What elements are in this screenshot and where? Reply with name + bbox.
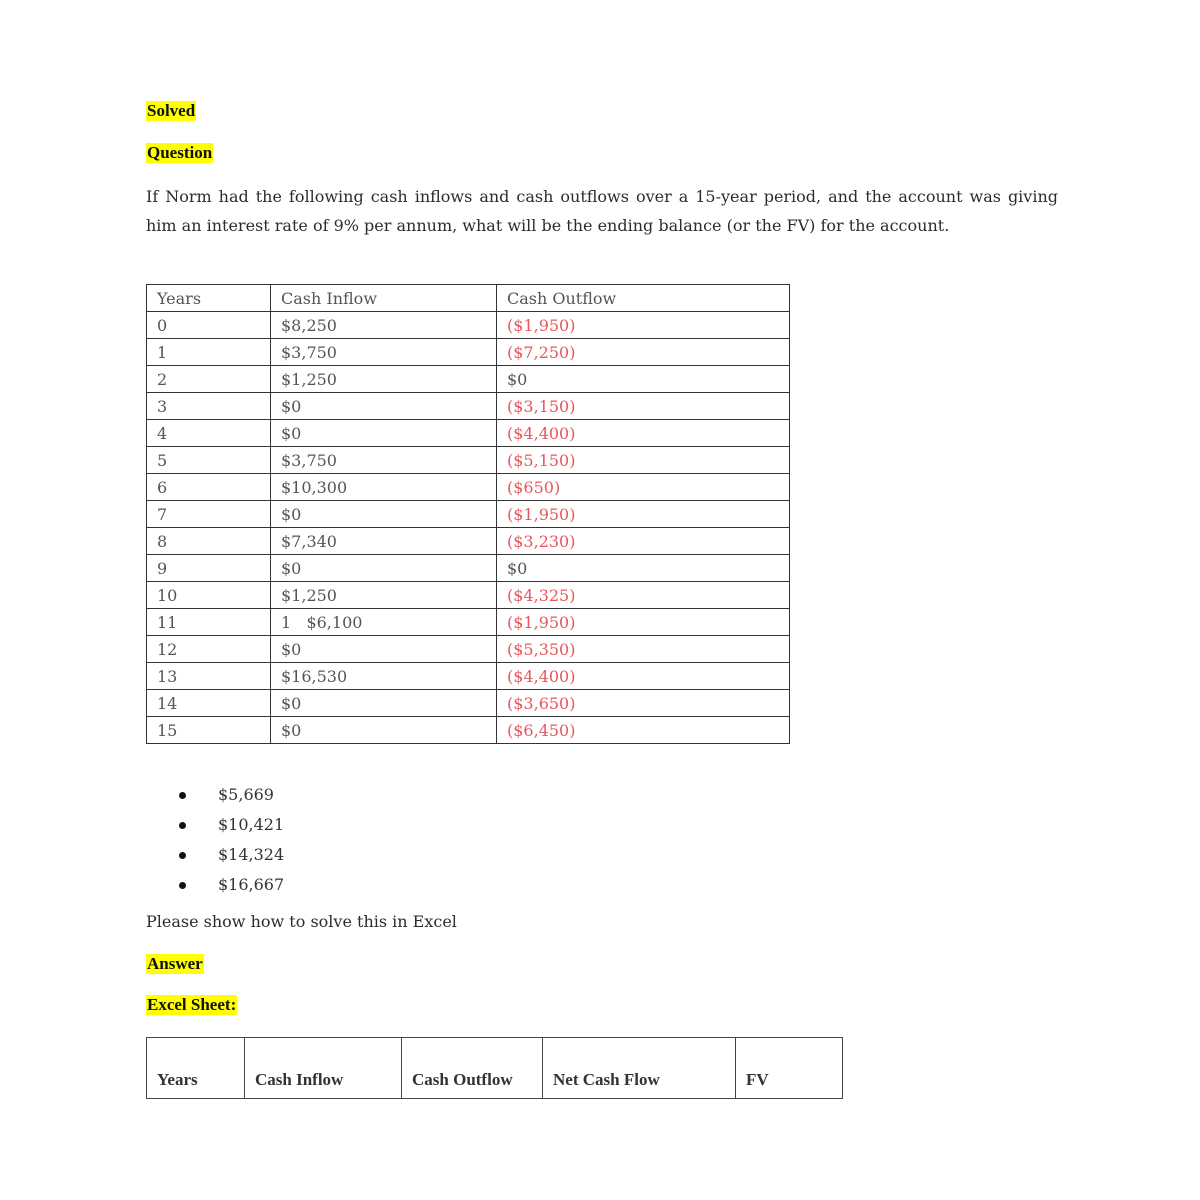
cell-cash-inflow: $0 xyxy=(271,393,497,420)
table-row xyxy=(147,447,790,474)
answer-label: Answer xyxy=(147,954,203,973)
table-row xyxy=(147,717,790,744)
cell-year: 1 xyxy=(147,339,271,366)
table-row xyxy=(147,663,790,690)
cell-cash-inflow: $0 xyxy=(271,717,497,744)
excel-sheet-table xyxy=(146,1037,843,1099)
cell-cash-inflow: $0 xyxy=(271,555,497,582)
cell-cash-outflow: ($3,230) xyxy=(497,528,790,555)
cell-year: 12 xyxy=(147,636,271,663)
option-item xyxy=(146,810,284,840)
cell-cash-outflow: ($5,150) xyxy=(497,447,790,474)
cell-year: 5 xyxy=(147,447,271,474)
cell-year: 3 xyxy=(147,393,271,420)
excel-header-cash-outflow: Cash Outflow xyxy=(402,1038,543,1099)
cell-cash-inflow: $3,750 xyxy=(271,447,497,474)
table-row xyxy=(147,474,790,501)
cell-cash-inflow: $1,250 xyxy=(271,582,497,609)
table-row xyxy=(147,420,790,447)
cell-cash-inflow: $0 xyxy=(271,420,497,447)
instruction-text: Please show how to solve this in Excel xyxy=(146,912,457,931)
table-row xyxy=(147,528,790,555)
bullet-icon xyxy=(179,822,186,829)
cell-cash-outflow: ($7,250) xyxy=(497,339,790,366)
cell-cash-outflow: $0 xyxy=(497,555,790,582)
cell-cash-outflow: ($5,350) xyxy=(497,636,790,663)
excel-header-years: Years xyxy=(147,1038,245,1099)
cell-year: 14 xyxy=(147,690,271,717)
table-row xyxy=(147,366,790,393)
cell-cash-outflow: ($3,150) xyxy=(497,393,790,420)
table-row xyxy=(147,393,790,420)
solved-label: Solved xyxy=(147,101,196,120)
option-text: $16,667 xyxy=(218,875,285,894)
excel-header-net-cash-flow: Net Cash Flow xyxy=(543,1038,736,1099)
cell-cash-inflow: $7,340 xyxy=(271,528,497,555)
cell-year: 2 xyxy=(147,366,271,393)
cell-cash-outflow: ($4,325) xyxy=(497,582,790,609)
option-text: $5,669 xyxy=(218,785,274,804)
option-item xyxy=(146,840,284,870)
cell-cash-outflow: ($650) xyxy=(497,474,790,501)
cell-year: 10 xyxy=(147,582,271,609)
cell-cash-inflow: $0 xyxy=(271,501,497,528)
table-row xyxy=(147,555,790,582)
cell-cash-outflow: ($1,950) xyxy=(497,609,790,636)
cell-cash-inflow: $8,250 xyxy=(271,312,497,339)
cell-cash-outflow: ($1,950) xyxy=(497,501,790,528)
answer-options xyxy=(146,780,284,900)
bullet-icon xyxy=(179,792,186,799)
cell-year: 11 xyxy=(147,609,271,636)
cell-year: 0 xyxy=(147,312,271,339)
cell-cash-outflow: ($4,400) xyxy=(497,663,790,690)
cell-year: 8 xyxy=(147,528,271,555)
cell-year: 7 xyxy=(147,501,271,528)
cell-cash-inflow: $1,250 xyxy=(271,366,497,393)
bullet-icon xyxy=(179,852,186,859)
cell-cash-outflow: ($1,950) xyxy=(497,312,790,339)
table-row xyxy=(147,312,790,339)
table-row xyxy=(147,609,790,636)
table-row xyxy=(147,339,790,366)
cell-year: 4 xyxy=(147,420,271,447)
cell-year: 6 xyxy=(147,474,271,501)
option-item xyxy=(146,870,284,900)
cell-cash-outflow: ($3,650) xyxy=(497,690,790,717)
cell-cash-inflow: $16,530 xyxy=(271,663,497,690)
option-text: $10,421 xyxy=(218,815,285,834)
table-row xyxy=(147,690,790,717)
table-header-row xyxy=(147,285,790,312)
cell-year: 13 xyxy=(147,663,271,690)
question-label: Question xyxy=(147,143,213,162)
excel-header-fv: FV xyxy=(736,1038,843,1099)
header-cash-inflow: Cash Inflow xyxy=(271,285,497,312)
cell-cash-inflow: $0 xyxy=(271,636,497,663)
option-text: $14,324 xyxy=(218,845,285,864)
cell-cash-inflow: $3,750 xyxy=(271,339,497,366)
excel-header-row xyxy=(147,1038,843,1099)
question-text: If Norm had the following cash inflows and cash outflows over a 15-year period, and the account was giving him an interest rate of 9% per annum, what will be the ending balance (or the FV) for the account. xyxy=(146,187,1058,235)
bullet-icon xyxy=(179,882,186,889)
cell-cash-outflow: ($4,400) xyxy=(497,420,790,447)
cell-cash-inflow: 1 $6,100 xyxy=(271,609,497,636)
excel-sheet-label: Excel Sheet: xyxy=(147,995,237,1014)
option-item xyxy=(146,780,284,810)
table-row xyxy=(147,636,790,663)
excel-header-cash-inflow: Cash Inflow xyxy=(245,1038,402,1099)
cell-year: 9 xyxy=(147,555,271,582)
cell-year: 15 xyxy=(147,717,271,744)
cash-flow-table xyxy=(146,284,790,744)
cell-cash-inflow: $0 xyxy=(271,690,497,717)
cell-cash-inflow: $10,300 xyxy=(271,474,497,501)
cell-cash-outflow: ($6,450) xyxy=(497,717,790,744)
header-cash-outflow: Cash Outflow xyxy=(497,285,790,312)
table-row xyxy=(147,501,790,528)
cell-cash-outflow: $0 xyxy=(497,366,790,393)
table-row xyxy=(147,582,790,609)
header-years: Years xyxy=(147,285,271,312)
